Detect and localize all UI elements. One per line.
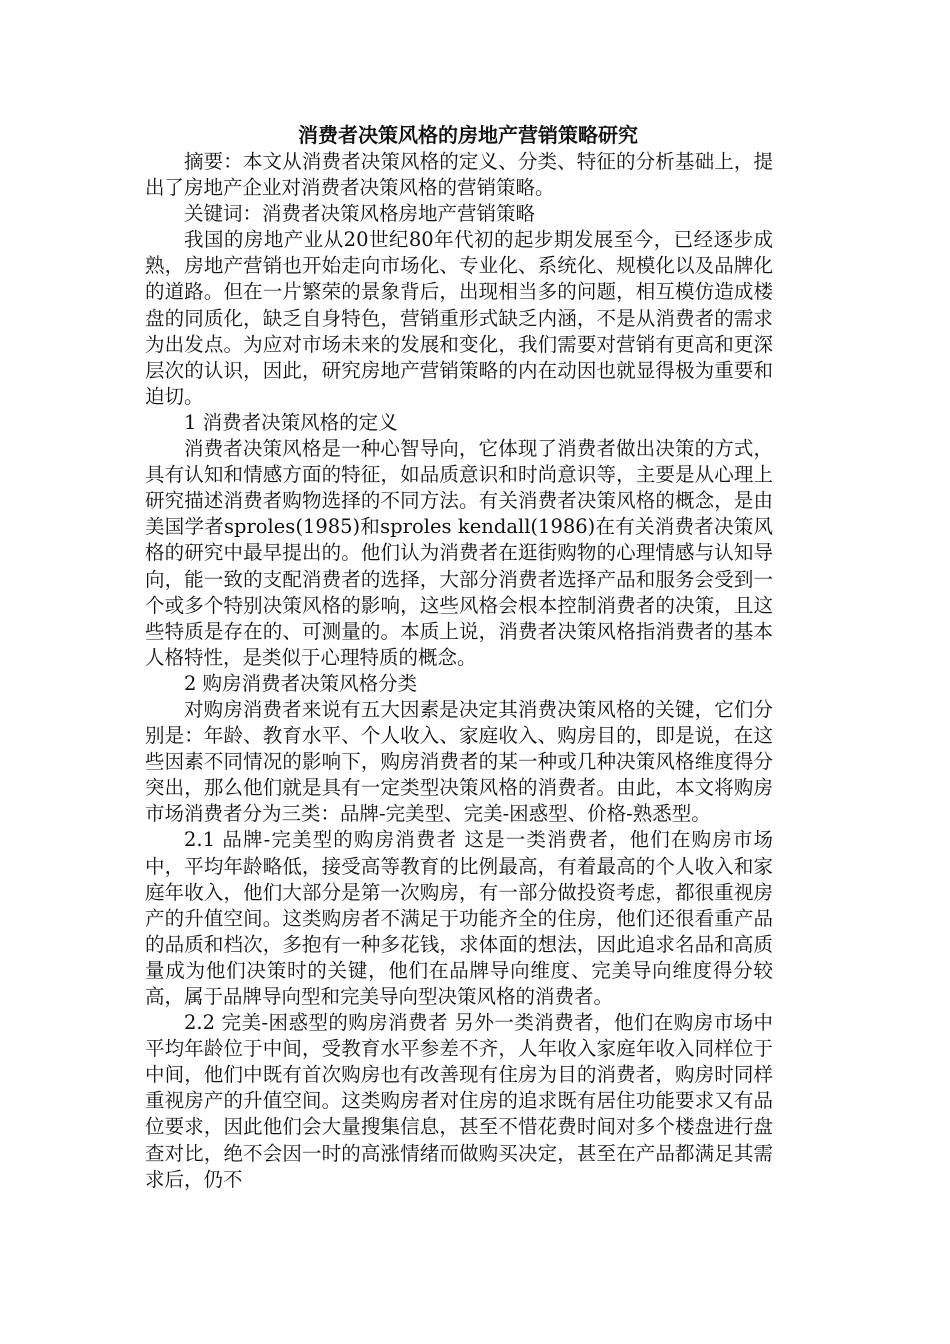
document-page — [145, 122, 773, 1193]
keywords-line: 关键词：消费者决策风格房地产营销策略 — [184, 202, 536, 226]
abstract-paragraph: 摘要：本文从消费者决策风格的定义、分类、特征的分析基础上，提出了房地产企业对消费者决策风格的营销策略。 — [145, 150, 773, 200]
intro-paragraph: 我国的房地产业从20世纪80年代初的起步期发展至今，已经逐步成熟，房地产营销也开始走向市场化、专业化、系统化、规模化以及品牌化的道路。但在一片繁荣的景象背后，出现相当多的问题，相互模仿造成楼盘的同质化，缺乏自身特色，营销重形式缺乏内涵，不是从消费者的需求为出发点。为应对市场未来的发展和变化，我们需要对营销有更高和更深层次的认识，因此，研究房地产营销策略的内在动因也就显得极为重要和迫切。 — [145, 228, 773, 408]
section-2-paragraph: 对购房消费者来说有五大因素是决定其消费决策风格的关键，它们分别是：年龄、教育水平、个人收入、家庭收入、购房目的，即是说，在这些因素不同情况的影响下，购房消费者的某一种或几种决策风格维度得分突出，那么他们就是具有一定类型决策风格的消费者。由此，本文将购房市场消费者分为三类：品牌-完美型、完美-困惑型、价格-熟悉型。 — [145, 697, 773, 826]
section-2-2-paragraph: 2.2 完美-困惑型的购房消费者 另外一类消费者，他们在购房市场中平均年龄位于中间，受教育水平参差不齐，人年收入家庭年收入同样位于中间，他们中既有首次购房也有改善现有住房为目的消费者，购房时同样重视房产的升值空间。这类购房者对住房的追求既有居住功能要求又有品位要求，因此他们会大量搜集信息，甚至不惜花费时间对多个楼盘进行盘查对比，绝不会因一时的高涨情绪而做购买决定，甚至在产品都满足其需求后，仍不 — [145, 1011, 773, 1191]
section-1-heading: 1 消费者决策风格的定义 — [184, 410, 398, 434]
section-1-paragraph: 消费者决策风格是一种心智导向，它体现了消费者做出决策的方式，具有认知和情感方面的特征，如品质意识和时尚意识等，主要是从心理上研究描述消费者购物选择的不同方法。有关消费者决策风格的概念，是由美国学者sproles(1985)和sproles kendall(1986)在有关消费者决策风格的研究中最早提出的。他们认为消费者在逛街购物的心理情感与认知导向，能一致的支配消费者的选择，大部分消费者选择产品和服务会受到一个或多个特别决策风格的影响，这些风格会根本控制消费者的决策，且这些特质是存在的、可测量的。本质上说，消费者决策风格指消费者的基本人格特性，是类似于心理特质的概念。 — [145, 437, 773, 669]
document-title: 消费者决策风格的房地产营销策略研究 — [298, 123, 638, 147]
section-2-1-paragraph: 2.1 品牌-完美型的购房消费者 这是一类消费者，他们在购房市场中，平均年龄略低，接受高等教育的比例最高，有着最高的个人收入和家庭年收入，他们大部分是第一次购房，有一部分做投资考虑，都很重视房产的升值空间。这类购房者不满足于功能齐全的住房，他们还很看重产品的品质和档次，多抱有一种多花钱，求体面的想法，因此追求名品和高质量成为他们决策时的关键，他们在品牌导向维度、完美导向维度得分较高，属于品牌导向型和完美导向型决策风格的消费者。 — [145, 828, 773, 1008]
section-2-heading: 2 购房消费者决策风格分类 — [184, 671, 418, 695]
